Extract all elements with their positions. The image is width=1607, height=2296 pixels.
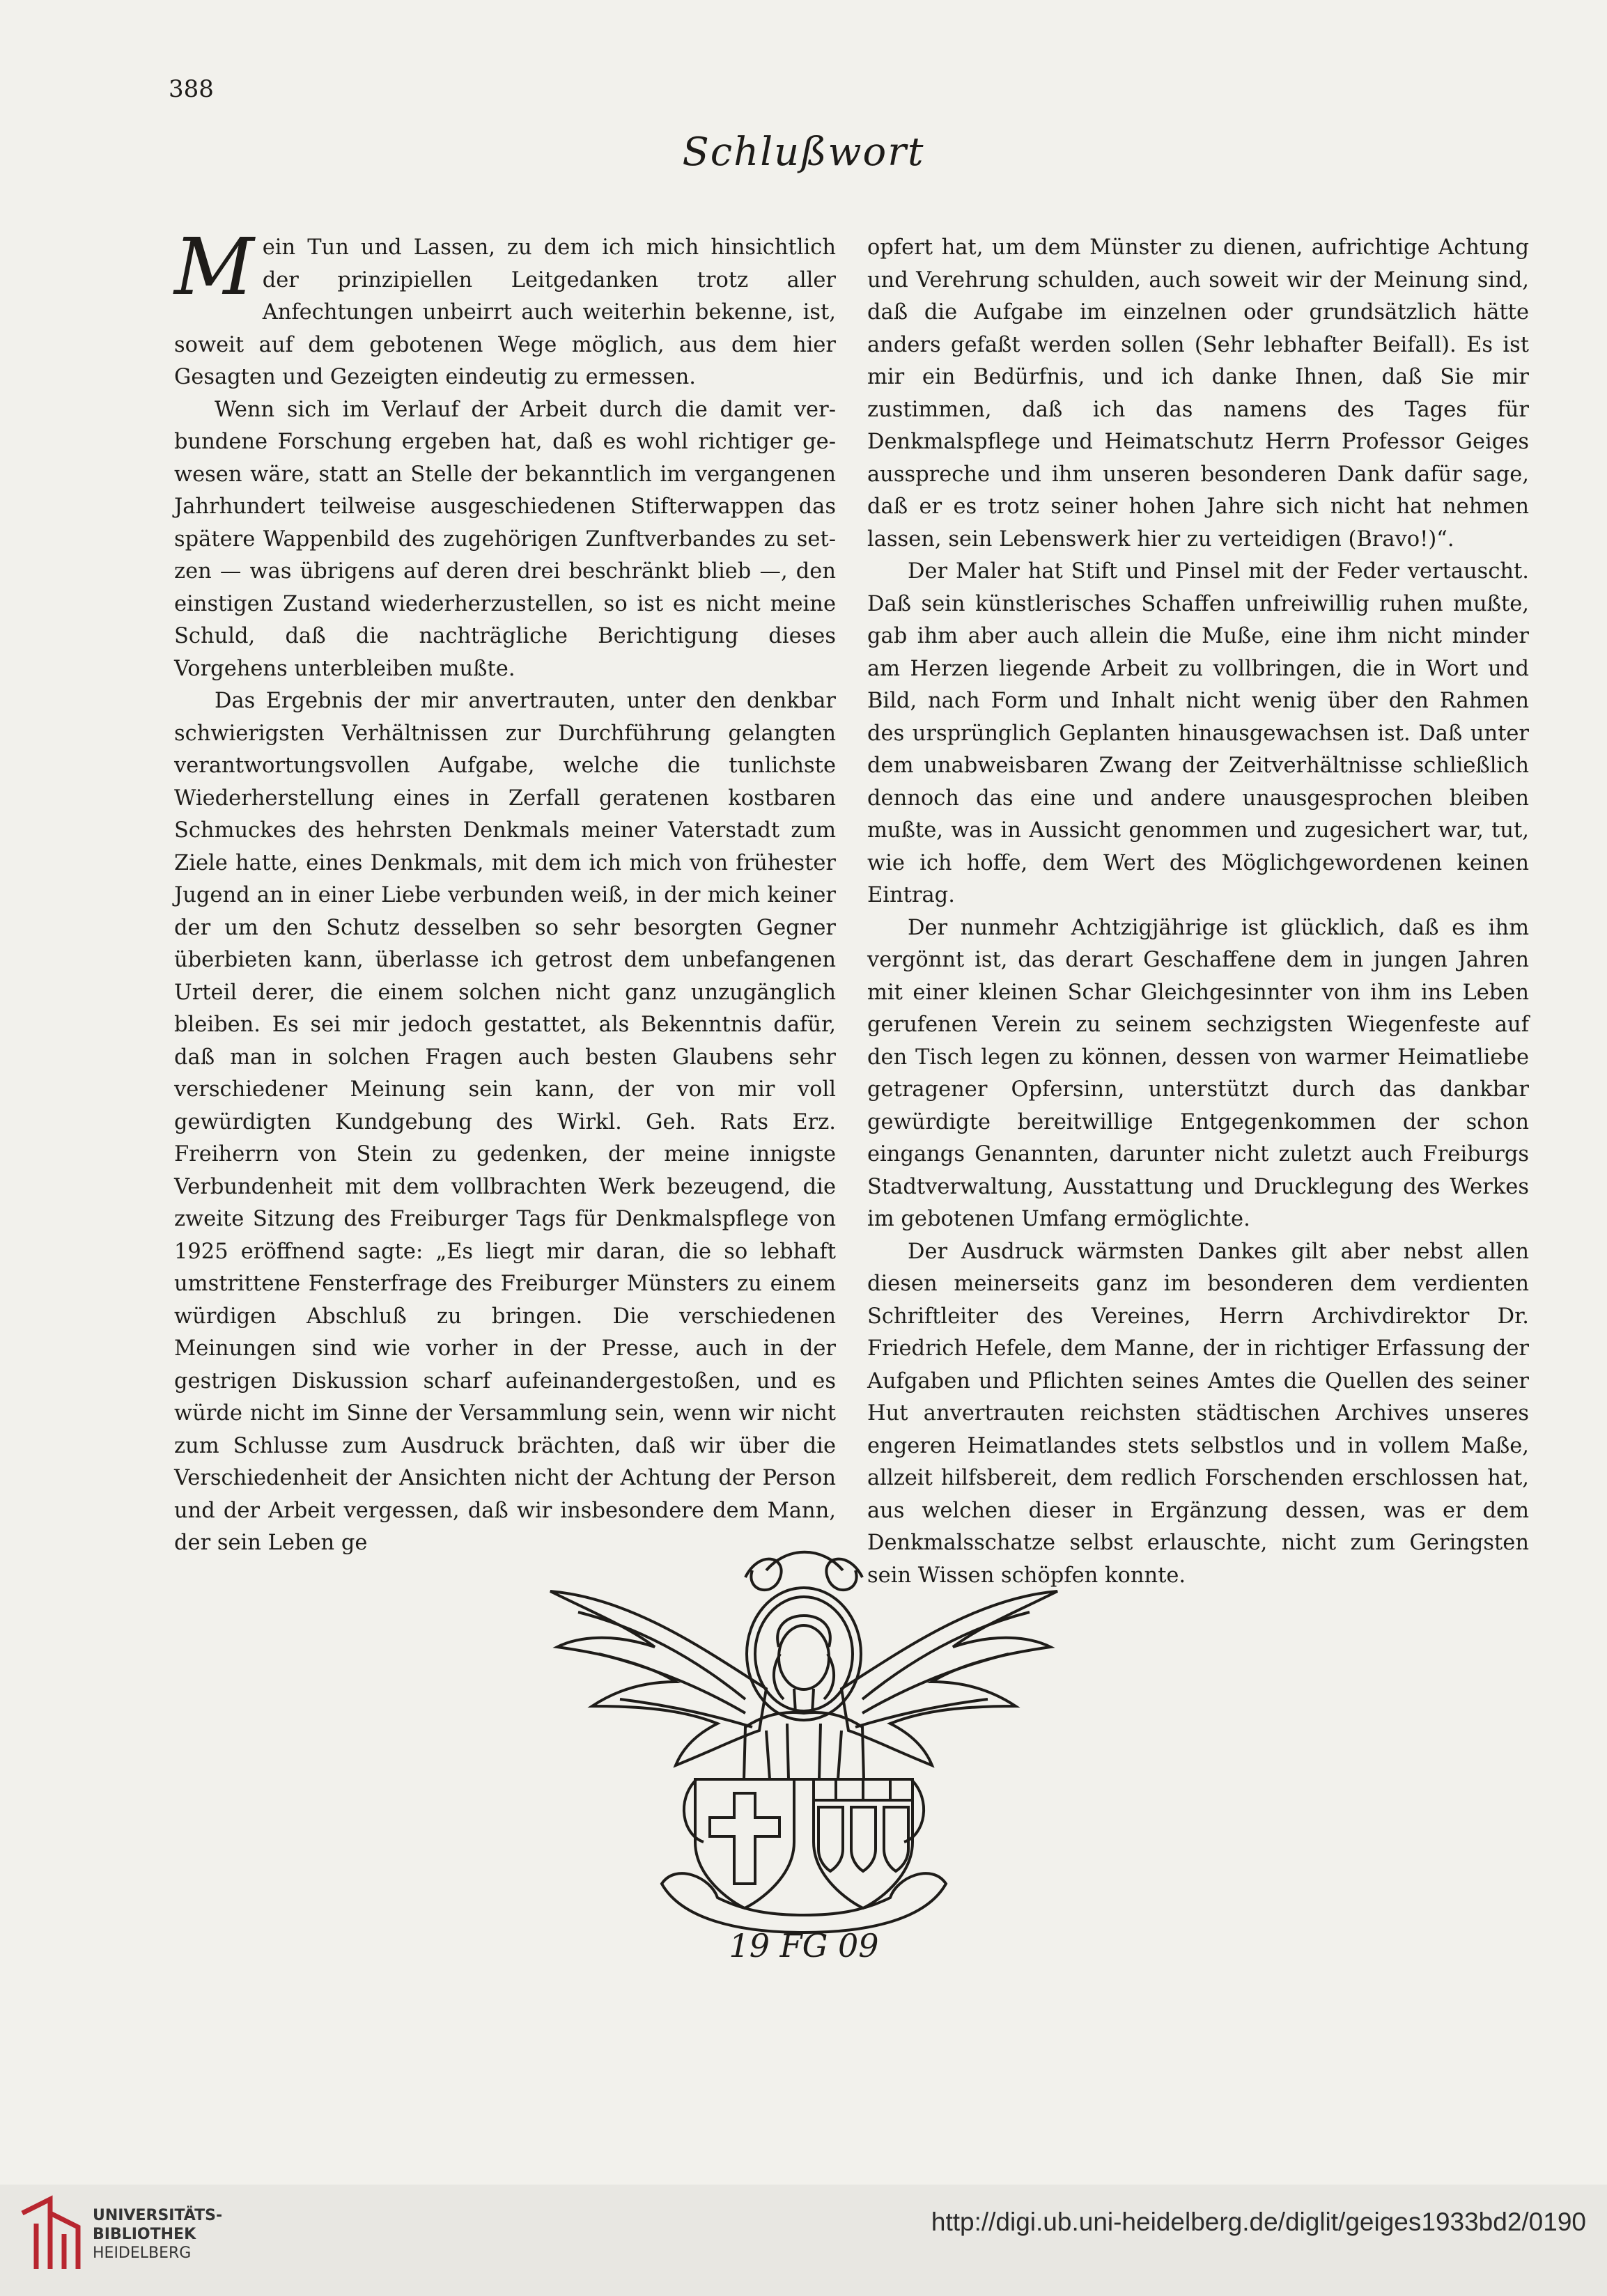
artist-signature: 19 FG 09 (729, 1927, 879, 1960)
paragraph-text: ein Tun und Lassen, zu dem ich mich hinsichtlich der prinzipiellen Leitgedanken trotz aller Anfechtungen unbeirrt auch weiterhin bekenne, ist, soweit auf dem gebotenen Wege möglich, aus dem hier Gesagten und Gezeigten eindeutig zu ermessen. (174, 235, 836, 389)
right-column (867, 232, 1529, 1592)
library-name-line: BIBLIOTHEK (93, 2226, 196, 2243)
paragraph: Der Maler hat Stift und Pinsel mit der Feder vertauscht. Daß sein künstlerisches Schaffen unfreiwillig ruhen mußte, gab ihm aber auch allein die Muße, eine ihm nicht minder am Herzen liegende Arbeit zu vollbringen, die in Wort und Bild, nach Form und Inhalt nicht wenig über den Rahmen des ursprünglich Geplanten hinausgewachsen ist. Daß unter dem unabweisbaren Zwang der Zeitverhältnisse schließlich dennoch das eine und andere unausgesprochen bleiben mußte, was in Aussicht genommen und zugesichert war, tut, wie ich hoffe, dem Wert des Möglichgewordenen keinen Eintrag. (867, 559, 1529, 907)
paragraph: Das Ergebnis der mir anvertrauten, unter den denkbar schwierigsten Verhältnissen zur Durchführung gelangten verantwortungsvollen Aufgabe, welche die tunlichste Wiederherstellung eines in Zerfall geratenen kostbaren Schmuckes des hehrsten Denkmals meiner Vaterstadt zum Ziele hatte, eines Denkmals, mit dem ich mich von frühester Jugend an in einer Liebe verbunden weiß, in der mich keiner der um den Schutz desselben so sehr besorgten Gegner überbieten kann, überlasse ich getrost dem unbefangenen Urteil derer, die einem solchen nicht ganz unzugänglich bleiben. Es sei mir jedoch gestattet, als Bekenntnis dafür, daß man in solchen Fragen auch besten Glaubens sehr verschiedener Meinung sein kann, der von mir voll gewürdigten Kundgebung des Wirkl. Geh. Rats Erz. Freiherrn von Stein zu gedenken, der meine innigste Verbundenheit mit dem vollbrachten Werk bezeugend, die zweite Sitzung des Freiburger Tags für Denkmalspflege von 1925 eröffnend sagte: „Es liegt mir daran, die so lebhaft umstrittene Fensterfrage des Freiburger Münsters zu einem würdigen Abschluß zu bringen. Die verschiedenen Meinungen sind wie vorher in der Presse, auch in der gestrigen Diskussion scharf aufeinandergestoßen, und es würde nicht im Sinne der Versammlung sein, wenn wir nicht zum Schlusse zum Ausdruck brächten, daß wir über die Verschiedenheit der Ansichten nicht der Achtung der Person und der Arbeit vergessen, daß wir insbesondere dem Mann, der sein Leben ge (174, 689, 836, 1555)
paragraph: opfert hat, um dem Münster zu dienen, aufrichtige Achtung und Verehrung schulden, auch soweit wir der Meinung sind, daß die Aufgabe im einzelnen oder grundsätzlich hätte anders gefaßt werden sollen (Sehr lebhafter Beifall). Es ist mir ein Bedürfnis, und ich danke Ihnen, daß Sie mir zustimmen, daß ich das namens des Tages für Denkmalspflege und Heimatschutz Herrn Professor Geiges ausspreche und ihm unseren besonderen Dank dafür sage, daß er es trotz seiner hohen Jahre sich nicht hat nehmen lassen, sein Lebenswerk hier zu verteidigen (Bravo!)“. (867, 235, 1529, 552)
page-title: Schlußwort (682, 130, 925, 175)
left-column (174, 222, 836, 1560)
library-name-line: HEIDELBERG (93, 2244, 192, 2262)
footer-bar (0, 2185, 1607, 2296)
angel-with-coats-of-arms-icon (536, 1549, 1071, 1960)
drop-cap: M (174, 222, 254, 313)
paragraph: Der nunmehr Achtzigjährige ist glücklich, daß es ihm vergönnt ist, das derart Geschaffene dem in jungen Jahren mit einer kleinen Schar Gleichgesinnter von ihm ins Leben gerufenen Verein zu seinem sechzigsten Wiegenfeste auf den Tisch legen zu können, dessen von warmer Heimatliebe getragener Opfersinn, unterstützt durch das dankbar gewürdigte bereitwillige Entgegenkommen der schon eingangs Genannten, darunter nicht zuletzt auch Freiburgs Stadtverwaltung, Ausstattung und Drucklegung des Werkes im gebotenen Umfang ermöglichte. (867, 915, 1529, 1231)
library-name (93, 2206, 222, 2263)
permalink-url[interactable]: http://digi.ub.uni-heidelberg.de/diglit/geiges1933bd2/0190 (931, 2208, 1586, 2236)
library-name-line: UNIVERSITÄTS- (93, 2207, 223, 2224)
university-library-logo-icon (15, 2192, 85, 2276)
paragraph: Wenn sich im Verlauf der Arbeit durch die damit verbundene Forschung ergeben hat, daß es wohl richtiger gewesen wäre, statt an Stelle der bekanntlich im vergangenen Jahrhundert teilweise ausgeschiedenen Stifterwappen das spätere Wappenbild des zugehörigen Zunftverbandes zu setzen — was übrigens auf deren drei beschränkt blieb —, den einstigen Zustand wiederherzustellen, so ist es nicht meine Schuld, daß die nachträgliche Berichtigung dieses Vorgehens unterbleiben mußte. (174, 397, 836, 681)
page-number: 388 (169, 75, 214, 103)
paragraph (174, 222, 836, 394)
paragraph: Der Ausdruck wärmsten Dankes gilt aber nebst allen diesen meinerseits ganz im besonderen dem verdienten Schriftleiter des Vereines, Herrn Archivdirektor Dr. Friedrich Hefele, dem Manne, der in richtiger Erfassung der Aufgaben und Pflichten seines Amtes die Quellen des seiner Hut anvertrauten reichsten städtischen Archives unseres engeren Heimatlandes stets selbstlos und in vollem Maße, allzeit hilfsbereit, dem redlich Forschenden erschlossen hat, aus welchen dieser in Ergänzung dessen, was er dem Denkmalsschatze selbst erlauschte, nicht zum Geringsten sein Wissen schöpfen konnte. (867, 1239, 1529, 1588)
